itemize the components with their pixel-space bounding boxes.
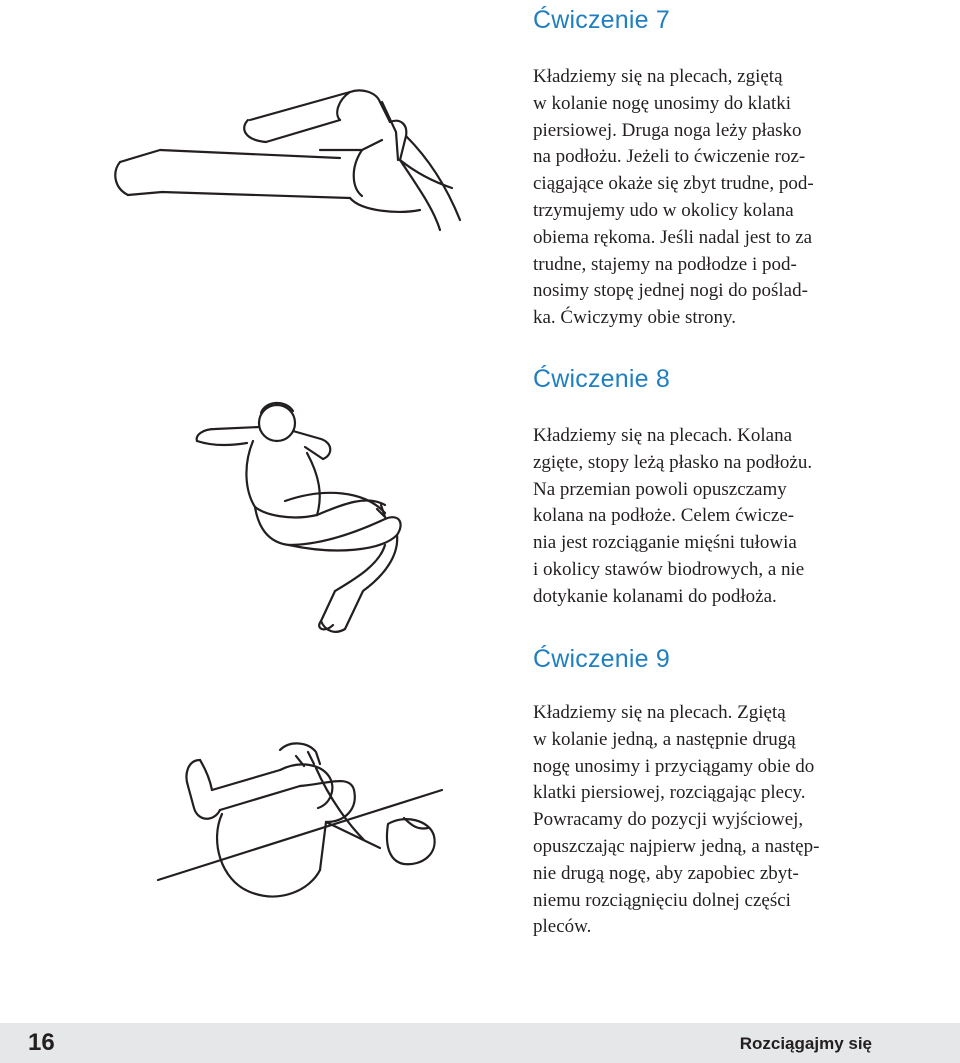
- text-line: Powracamy do pozycji wyjściowej,: [533, 809, 804, 831]
- text-line: Na przemian powoli opuszczamy: [533, 478, 787, 500]
- text-line: opuszczając najpierw jedną, a następ-: [533, 835, 820, 857]
- text-line: obiema rękoma. Jeśli nadal jest to za: [533, 226, 813, 248]
- text-line: pleców.: [533, 916, 592, 938]
- text-line: nogę unosimy i przyciągamy obie do: [533, 755, 815, 777]
- exercise-7-illustration: [100, 80, 480, 240]
- text-line: nia jest rozciąganie mięśni tułowia: [533, 532, 797, 554]
- text-line: niemu rozciągnięciu dolnej części: [533, 889, 791, 911]
- exercise-8-illustration: [185, 395, 425, 640]
- page-number: 16: [28, 1029, 55, 1056]
- exercise-7-title: Ćwiczenie 7: [533, 6, 670, 34]
- exercise-9-description: [533, 700, 953, 941]
- exercise-8-title: Ćwiczenie 8: [533, 365, 670, 393]
- text-line: klatki piersiowej, rozciągając plecy.: [533, 782, 806, 804]
- text-line: piersiowej. Druga noga leży płasko: [533, 119, 802, 141]
- text-line: Kładziemy się na plecach, zgiętą: [533, 66, 783, 87]
- text-line: Kładziemy się na plecach. Zgiętą: [533, 702, 786, 723]
- text-line: nosimy stopę jednej nogi do poślad-: [533, 280, 808, 302]
- text-line: nie drugą nogę, aby zapobiec zbyt-: [533, 862, 799, 884]
- text-line: w kolanie nogę unosimy do klatki: [533, 92, 792, 114]
- exercise-8-description: [533, 423, 953, 611]
- text-line: ka. Ćwiczymy obie strony.: [533, 307, 736, 329]
- text-line: dotykanie kolanami do podłoża.: [533, 585, 777, 607]
- text-line: ciągające okaże się zbyt trudne, pod-: [533, 173, 814, 195]
- text-line: trudne, stajemy na podłodze i pod-: [533, 253, 797, 275]
- text-line: w kolanie jedną, a następnie drugą: [533, 728, 796, 750]
- exercise-7-description: [533, 64, 953, 332]
- text-line: trzymujemy udo w okolicy kolana: [533, 199, 794, 221]
- text-line: zgięte, stopy leżą płasko na podłożu.: [533, 451, 813, 473]
- exercise-9-title: Ćwiczenie 9: [533, 645, 670, 673]
- text-line: i okolicy stawów biodrowych, a nie: [533, 558, 805, 580]
- text-line: Kładziemy się na plecach. Kolana: [533, 425, 793, 446]
- text-line: na podłożu. Jeżeli to ćwiczenie roz-: [533, 146, 806, 168]
- exercise-9-illustration: [150, 730, 450, 935]
- text-line: kolana na podłoże. Celem ćwicze-: [533, 505, 795, 527]
- running-title: Rozciągajmy się: [739, 1034, 872, 1053]
